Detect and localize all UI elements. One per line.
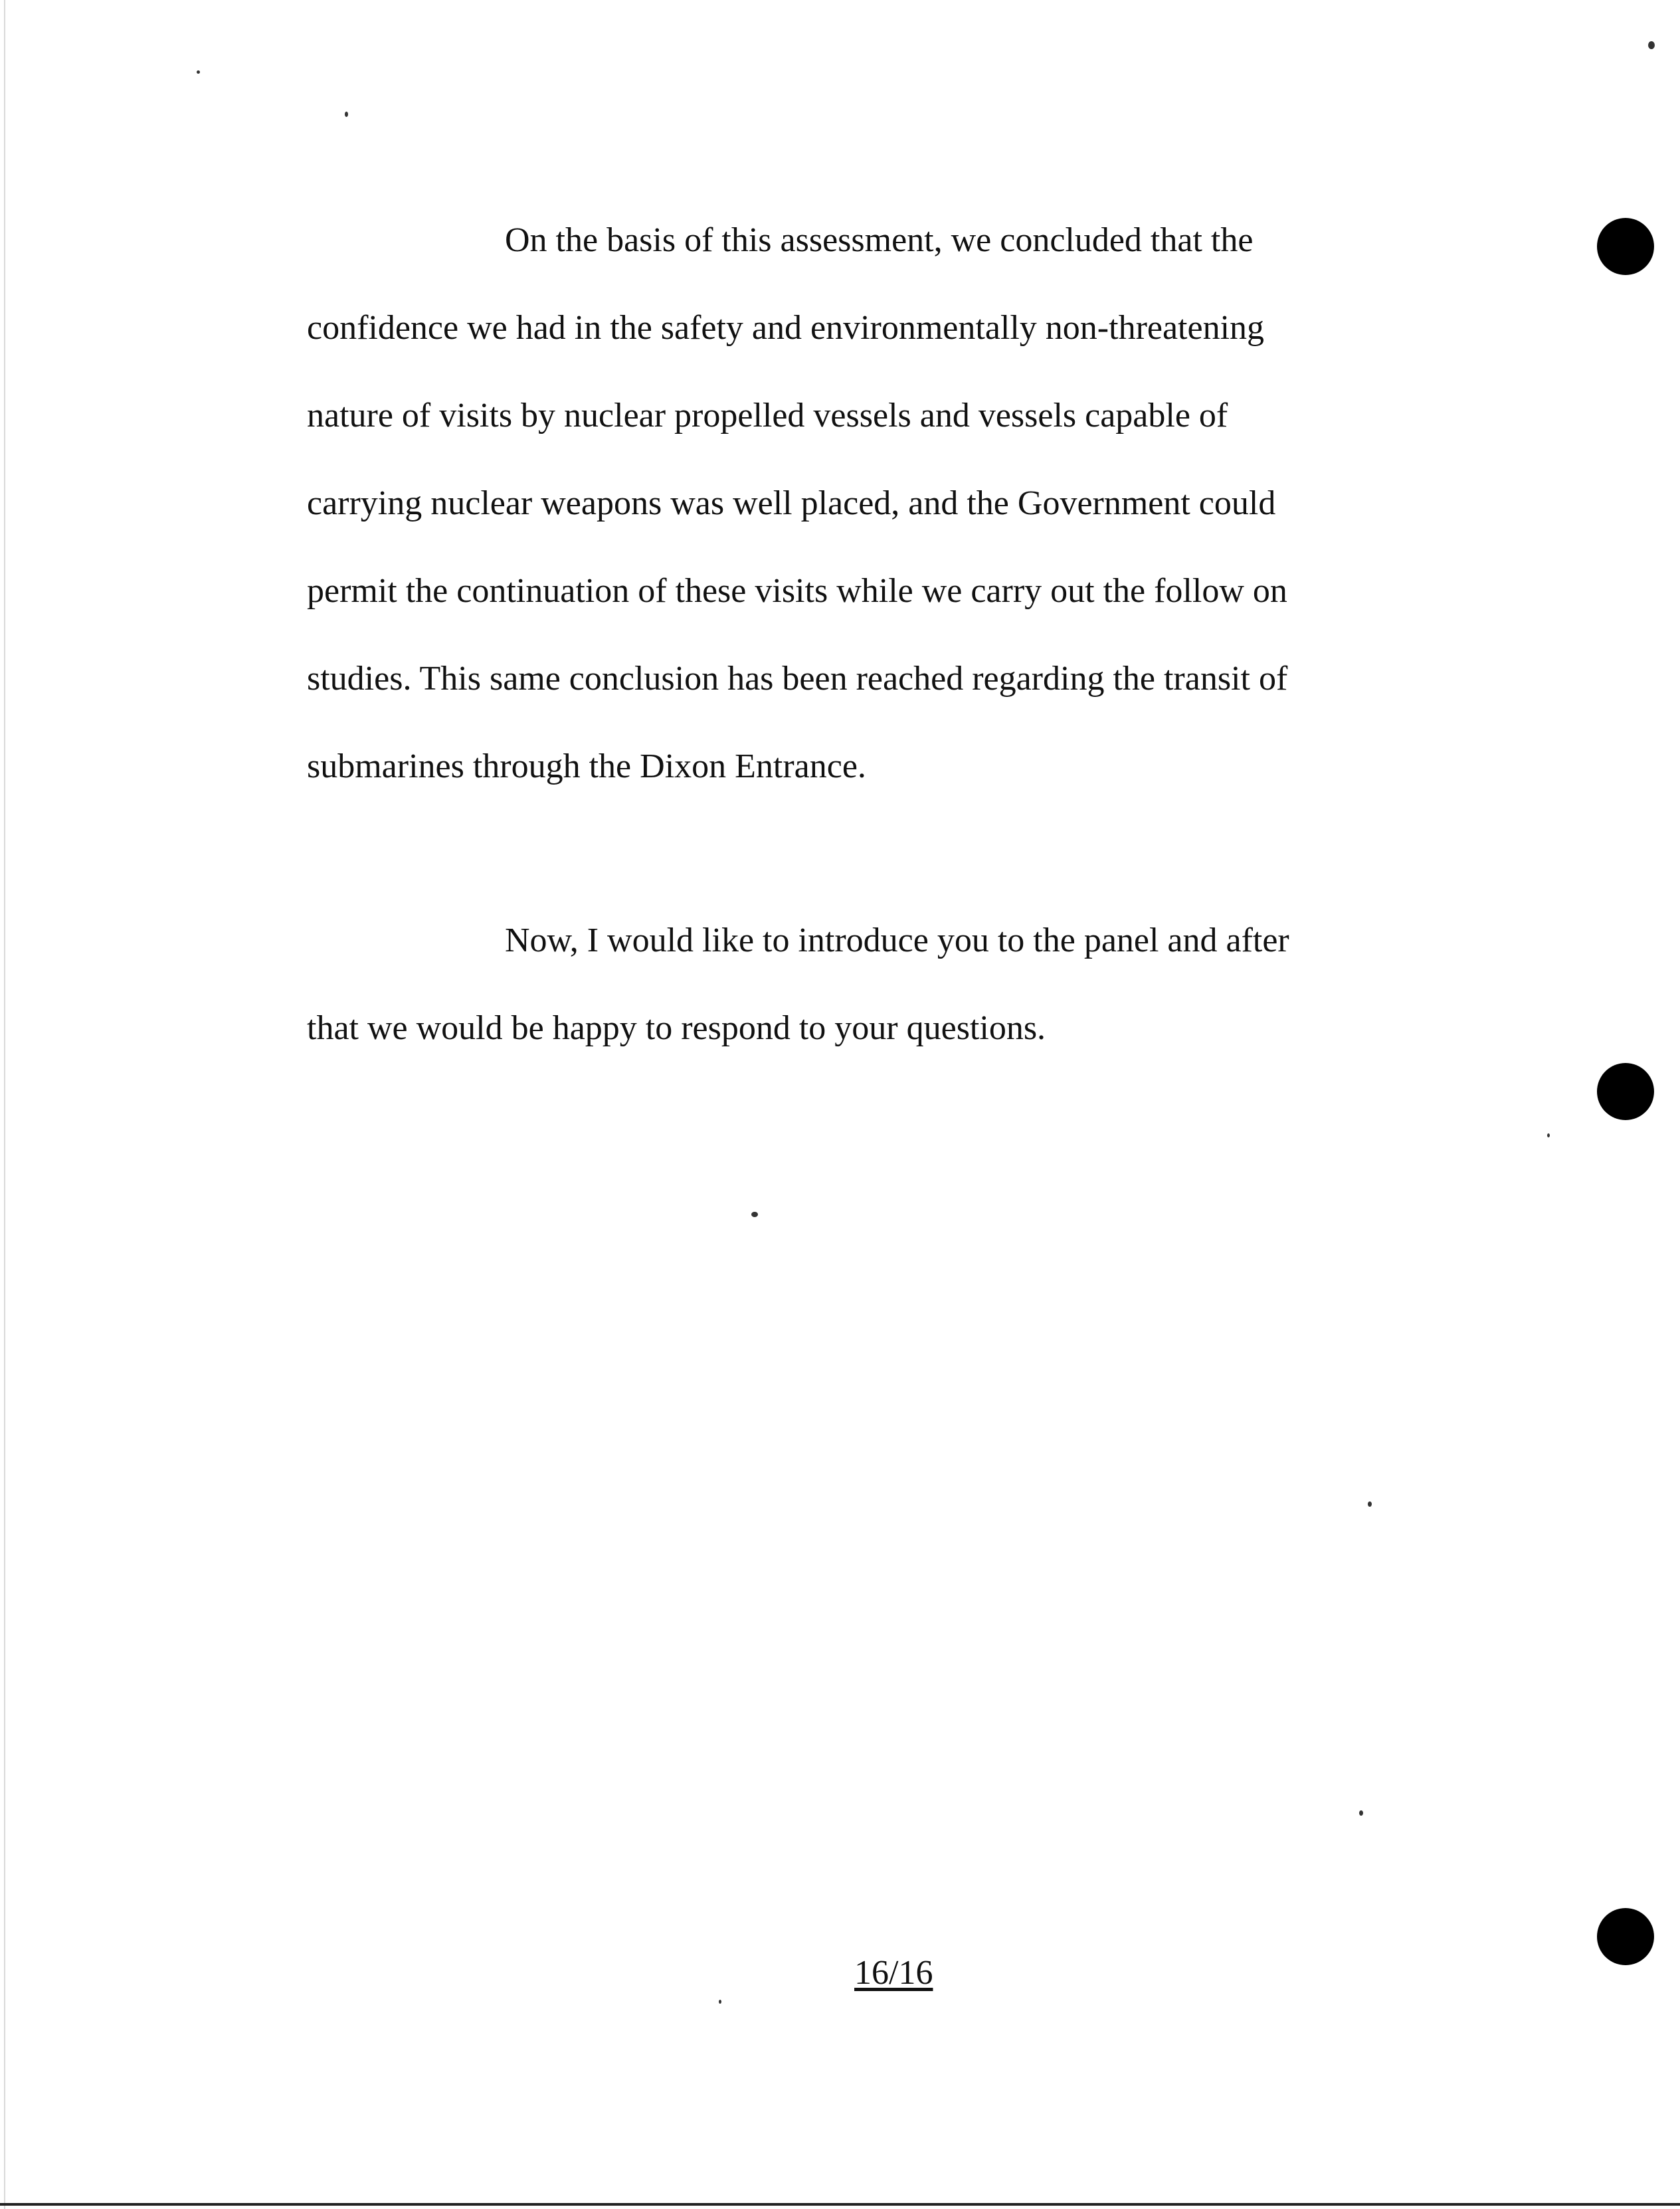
scan-speck bbox=[1359, 1810, 1363, 1816]
text-line: studies. This same conclusion has been reached regarding the transit of bbox=[307, 660, 1288, 698]
scan-speck bbox=[751, 1212, 758, 1217]
scan-speck bbox=[1648, 41, 1655, 49]
text-line: carrying nuclear weapons was well placed, and the Government could bbox=[307, 484, 1276, 522]
scan-edge-bottom bbox=[0, 2203, 1680, 2206]
text-line: confidence we had in the safety and environmentally non-threatening bbox=[307, 309, 1265, 347]
scan-speck bbox=[1368, 1501, 1372, 1507]
paragraph-assessment bbox=[307, 197, 1449, 811]
text-line: nature of visits by nuclear propelled vessels and vessels capable of bbox=[307, 397, 1228, 434]
paragraph-introduction bbox=[307, 897, 1449, 1072]
scan-speck bbox=[345, 112, 348, 117]
text-line: On the basis of this assessment, we concluded that the bbox=[505, 221, 1254, 259]
text-line: permit the continuation of these visits while we carry out the follow on bbox=[307, 572, 1287, 610]
scan-speck bbox=[197, 70, 200, 74]
text-line: Now, I would like to introduce you to the panel and after bbox=[505, 921, 1289, 959]
page-number: 16/16 bbox=[854, 1954, 933, 1992]
scan-edge-left bbox=[4, 0, 5, 2209]
text-line: submarines through the Dixon Entrance. bbox=[307, 747, 866, 785]
punch-hole-bottom bbox=[1597, 1908, 1654, 1965]
punch-hole-middle bbox=[1597, 1063, 1654, 1120]
scan-speck bbox=[719, 2000, 721, 2004]
scan-speck bbox=[1547, 1133, 1550, 1137]
text-line: that we would be happy to respond to your questions. bbox=[307, 1009, 1046, 1047]
punch-hole-top bbox=[1597, 218, 1654, 275]
